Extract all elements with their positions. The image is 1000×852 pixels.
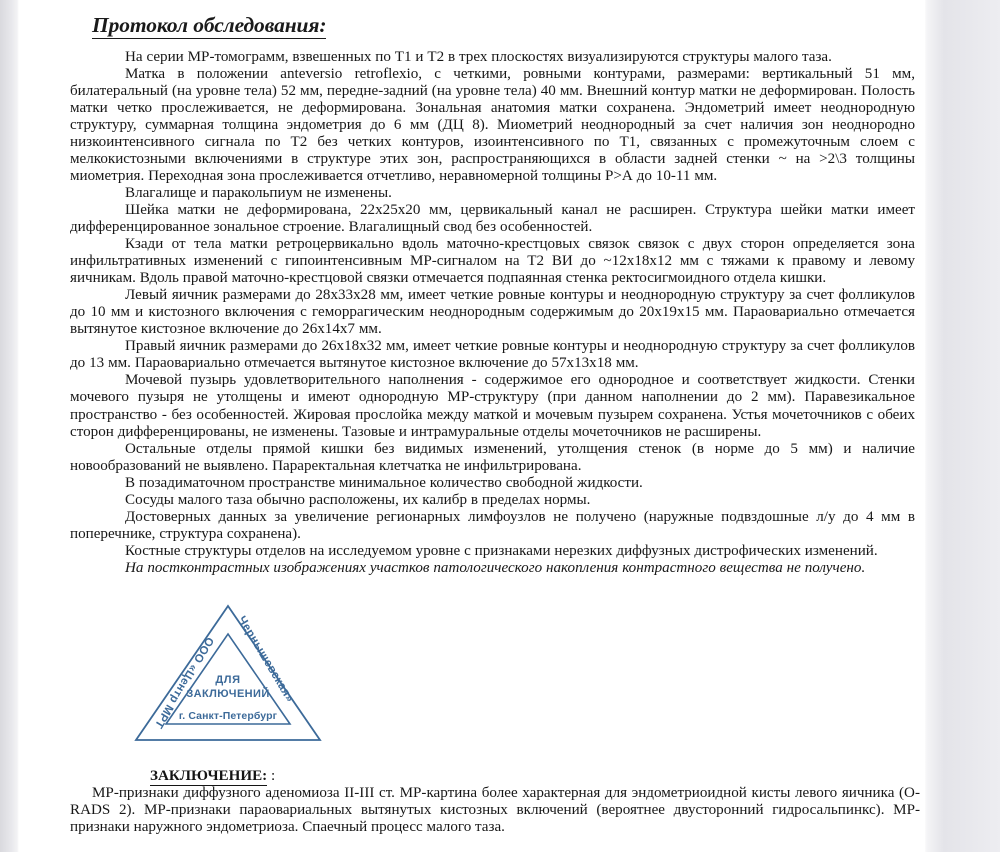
protocol-paragraph: Сосуды малого таза обычно расположены, их калибр в пределах нормы. (125, 491, 591, 508)
stamp-city-text: г. Санкт-Петербург (178, 710, 278, 722)
conclusion-label: ЗАКЛЮЧЕНИЕ: (150, 768, 268, 784)
protocol-paragraph: Костные структуры отделов на исследуемом уровне с признаками нерезких диффузных дистрофических изменений. (125, 542, 878, 559)
protocol-paragraph: На серии МР-томограмм, взвешенных по Т1 и Т2 в трех плоскостях визуализируются структуры малого таза. (125, 48, 832, 65)
stamp-center-line-1: ДЛЯ (215, 674, 241, 686)
conclusion-heading (70, 768, 920, 785)
conclusion-colon: : (267, 768, 276, 784)
conclusion-text: МР-признаки диффузного аденомиоза II-III ст. МР-картина более характерная для эндометриоидной кисты левого яичника (O-RADS 2). МР-признаки параовариальных вытянутых кистозных включений (вероятнее двусторонний гидросальпинкс). МР-признаки наружного эндометриоза. Спаечный процесс малого таза. (70, 785, 920, 836)
document-page-content (19, 0, 925, 852)
page-title-text: Протокол обследования: (92, 13, 327, 37)
protocol-body (19, 49, 920, 577)
protocol-paragraph: Шейка матки не деформирована, 22x25x20 мм, цервикальный канал не расширен. Структура шейки матки имеет дифференцированное зональное строение. Влагалищный свод без особенностей. (70, 201, 915, 235)
stamp-right-arc-text: Чернышевская» (235, 614, 296, 705)
page-title (19, 0, 925, 40)
protocol-paragraph: Достоверных данных за увеличение регионарных лимфоузлов не получено (наружные подвздошные л/у до 4 мм в поперечнике, структура сохранена). (70, 508, 915, 542)
protocol-paragraph: Кзади от тела матки ретроцервикально вдоль маточно-крестцовых связок связок с двух сторон определяется зона инфильтративных изменений с гипоинтенсивным МР-сигналом на Т2 ВИ до ~12x18x12 мм с тяжами к правому и левому яичникам. Вдоль правой маточно-крестцовой связки отмечается подпаянная стенка ректосигмоидного отдела кишки. (70, 236, 915, 287)
protocol-paragraph: Влагалище и паракольпиум не изменены. (125, 184, 392, 201)
conclusion-section (70, 768, 920, 836)
stamp-triangle-icon (128, 600, 333, 750)
protocol-paragraph: Правый яичник размерами до 26x18x32 мм, имеет четкие ровные контуры и неоднородную структуру за счет фолликулов до 13 мм. Параовариально отмечается вытянутое кистозное включение до 57x13x18 мм. (70, 338, 915, 372)
protocol-paragraph: Мочевой пузырь удовлетворительного наполнения - содержимое его однородное и соответствует жидкости. Стенки мочевого пузыря не утолщены и имеют однородную МР-структуру (при данном наполнении до 2 мм). Паравезикальное пространство - без особенностей. Жировая прослойка между маткой и мочевым пузырем сохранена. Устья мочеточников с обеих сторон дифференцированы, не изменены. Тазовые и интрамуральные отделы мочеточников не расширены. (70, 372, 915, 440)
protocol-paragraph: Левый яичник размерами до 28x33x28 мм, имеет четкие ровные контуры и неоднородную структуру за счет фолликулов до 10 мм и кистозного включения с геморрагическим неоднородным содержимым до 20x19x15 мм. Параовариально отмечается вытянутое кистозное включение до 26x14x7 мм. (70, 287, 915, 338)
protocol-paragraph: Остальные отделы прямой кишки без видимых изменений, утолщения стенок (в норме до 5 мм) и наличие новообразований не выявлено. Параректальная клетчатка не инфильтрирована. (70, 440, 915, 474)
document-page (19, 0, 925, 852)
clinic-stamp (128, 600, 333, 750)
protocol-paragraph: Матка в положении anteversio retroflexio, с четкими, ровными контурами, размерами: вертикальный 51 мм, билатеральный (на уровне тела) 52 мм, передне-задний (на уровне тела) 40 мм. Внешний контур матки не деформирован. Полость матки четко прослеживается, не деформирована. Зональная анатомия матки сохранена. Эндометрий имеет неоднородную структуру, суммарная толщина эндометрия до 6 мм (ДЦ 8). Миометрий неоднородный за счет наличия зон неоднородно низкоинтенсивного сигнала по Т2 без четких контуров, изоинтенсивного по Т1, связанных с промежуточным слоем с мелкокистозными включениями в структуре этих зон, распространяющихся в области задней стенки ~ на >2\3 толщины миометрия. Переходная зона прослеживается отчетливо, неравномерной толщины Р>А до 10-11 мм. (70, 65, 915, 184)
stamp-left-arc-text: ООО «Центр МРТ (151, 634, 216, 731)
postcontrast-note: На постконтрастных изображениях участков патологического накопления контрастного вещества не получено. (125, 559, 866, 576)
stamp-center-line-2: ЗАКЛЮЧЕНИЙ (186, 688, 270, 700)
protocol-paragraph: В позадиматочном пространстве минимальное количество свободной жидкости. (125, 474, 643, 491)
